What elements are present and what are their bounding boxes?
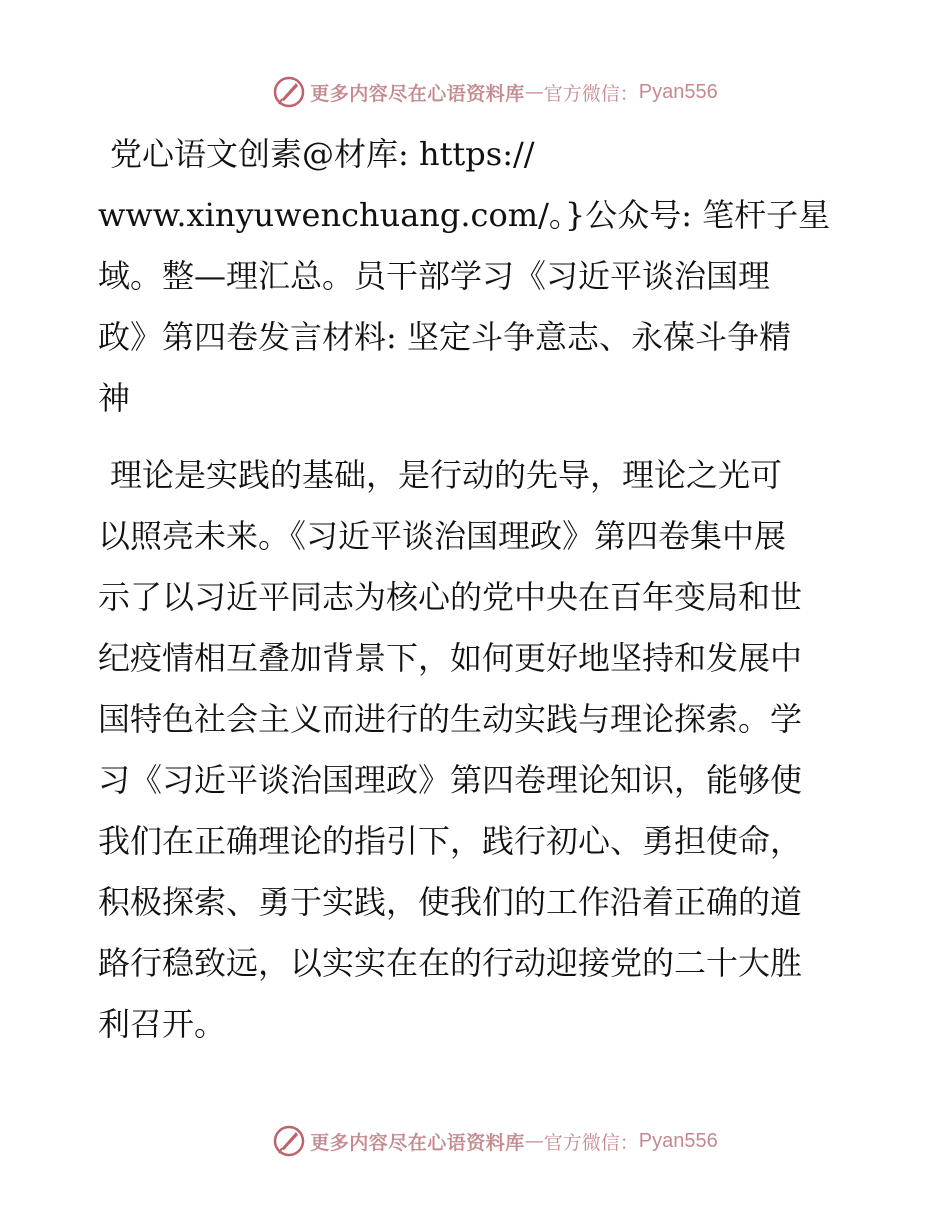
body-line: 我们在正确理论的指引下，践行初心、勇担使命， — [98, 822, 803, 860]
watermark-official-label: 官方微信： — [543, 82, 639, 105]
watermark-separator: — — [524, 81, 544, 103]
watermark-official-label: 官方微信： — [543, 1131, 639, 1154]
watermark-separator: — — [524, 1130, 544, 1152]
body-line: 示了以习近平同志为核心的党中央在百年变局和世 — [98, 578, 803, 616]
body-paragraph — [98, 445, 858, 1055]
body-line: 以照亮未来。《习近平谈治国理政》第四卷集中展 — [98, 517, 787, 555]
document-body — [98, 124, 858, 1055]
document-title — [98, 124, 858, 429]
title-line: 党心语文创素@材库: https:// — [110, 135, 535, 173]
body-line: 国特色社会主义而进行的生动实践与理论探索。学 — [98, 700, 803, 738]
title-line: 神 — [98, 379, 131, 417]
header-watermark — [0, 72, 950, 112]
watermark-text: 更多内容尽在心语资料库 — [310, 1131, 525, 1154]
title-line: 域。整—理汇总。员干部学习《习近平谈治国理 — [98, 257, 771, 295]
quill-logo-icon — [272, 75, 306, 109]
watermark-group — [272, 1124, 718, 1158]
footer-watermark — [0, 1121, 950, 1161]
body-line: 利召开。 — [98, 1005, 227, 1043]
body-line: 路行稳致远，以实实在在的行动迎接党的二十大胜 — [98, 944, 803, 982]
watermark-wechat-id: Pyan556 — [638, 1129, 718, 1152]
watermark-group — [272, 75, 718, 109]
body-line: 理论是实践的基础，是行动的先导，理论之光可 — [110, 456, 783, 494]
body-line: 习《习近平谈治国理政》第四卷理论知识，能够使 — [98, 761, 803, 799]
title-line: www.xinyuwenchuang.com/。}公众号: 笔杆子星 — [98, 196, 831, 234]
quill-logo-icon — [272, 1124, 306, 1158]
body-line: 积极探索、勇于实践，使我们的工作沿着正确的道 — [98, 883, 803, 921]
title-line: 政》第四卷发言材料: 坚定斗争意志、永葆斗争精 — [98, 318, 791, 356]
body-line: 纪疫情相互叠加背景下，如何更好地坚持和发展中 — [98, 639, 803, 677]
watermark-wechat-id: Pyan556 — [638, 80, 718, 103]
watermark-text: 更多内容尽在心语资料库 — [310, 82, 525, 105]
